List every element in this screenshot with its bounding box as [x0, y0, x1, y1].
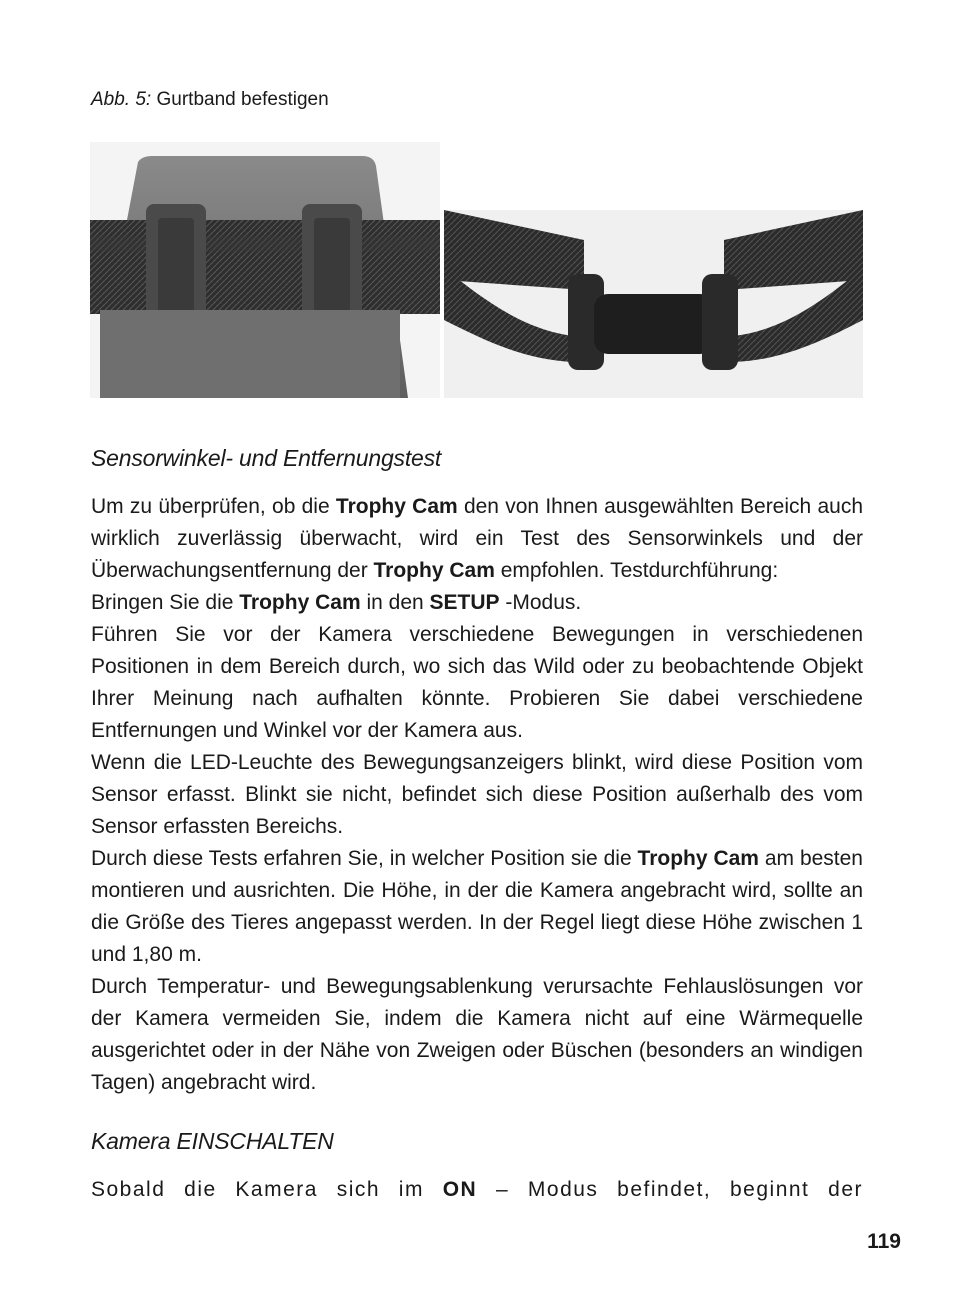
- page-number: 119: [867, 1230, 901, 1253]
- camera-strap-photo: [90, 142, 440, 398]
- paragraph-position: Durch diese Tests erfahren Sie, in welcher Position sie die Trophy Cam am besten montieren und ausrichten. Die Höhe, in der die Kamera angebracht wird, sollte an die Größe des Tieres angepasst werden. In der Regel liegt diese Höhe zwischen 1 und 1,80 m.: [91, 847, 863, 966]
- paragraph-power-on: Sobald die Kamera sich im ON – Modus befindet, beginnt der: [91, 1178, 863, 1201]
- figure-caption: [91, 89, 329, 111]
- figure-title: Gurtband befestigen: [156, 89, 329, 110]
- paragraph-movements: Führen Sie vor der Kamera verschiedene Bewegungen in verschiedenen Positionen in dem Bereich durch, wo sich das Wild oder zu beobachtende Objekt Ihrer Meinung nach aufhalten könnte. Probieren Sie dabei verschiedene Entfernungen und Winkel vor der Kamera aus.: [91, 623, 863, 742]
- paragraph-led: Wenn die LED-Leuchte des Bewegungsanzeigers blinkt, wird diese Position vom Sensor erfasst. Blinkt sie nicht, befindet sich diese Position außerhalb des vom Sensor erfassten Bereichs.: [91, 751, 863, 838]
- section-title-sensortest: Sensorwinkel- und Entfernungstest: [91, 445, 442, 471]
- paragraph-setup: Bringen Sie die Trophy Cam in den SETUP -Modus.: [91, 591, 582, 614]
- section-body-sensortest: [91, 491, 863, 1099]
- camera-back-illustration: [90, 142, 440, 398]
- strap-buckle-illustration: [444, 210, 863, 398]
- section-title-power-on: Kamera EINSCHALTEN: [91, 1128, 334, 1154]
- figure-label: Abb. 5:: [91, 89, 152, 110]
- strap-buckle-photo: [444, 210, 863, 398]
- paragraph-false-triggers: Durch Temperatur- und Bewegungsablenkung verursachte Fehlauslösungen vor der Kamera vermeiden Sie, indem die Kamera nicht auf eine Wärmequelle ausgerichtet oder in der Nähe von Zweigen oder Büschen (besonders an windigen Tagen) angebracht wird.: [91, 975, 863, 1094]
- paragraph-intro: Um zu überprüfen, ob die Trophy Cam den von Ihnen ausgewählten Bereich auch wirklich zuverlässig überwacht, wird ein Test des Sensorwinkels und der Überwachungsentfernung der Trophy Cam empfohlen. Testdurchführung:: [91, 495, 863, 582]
